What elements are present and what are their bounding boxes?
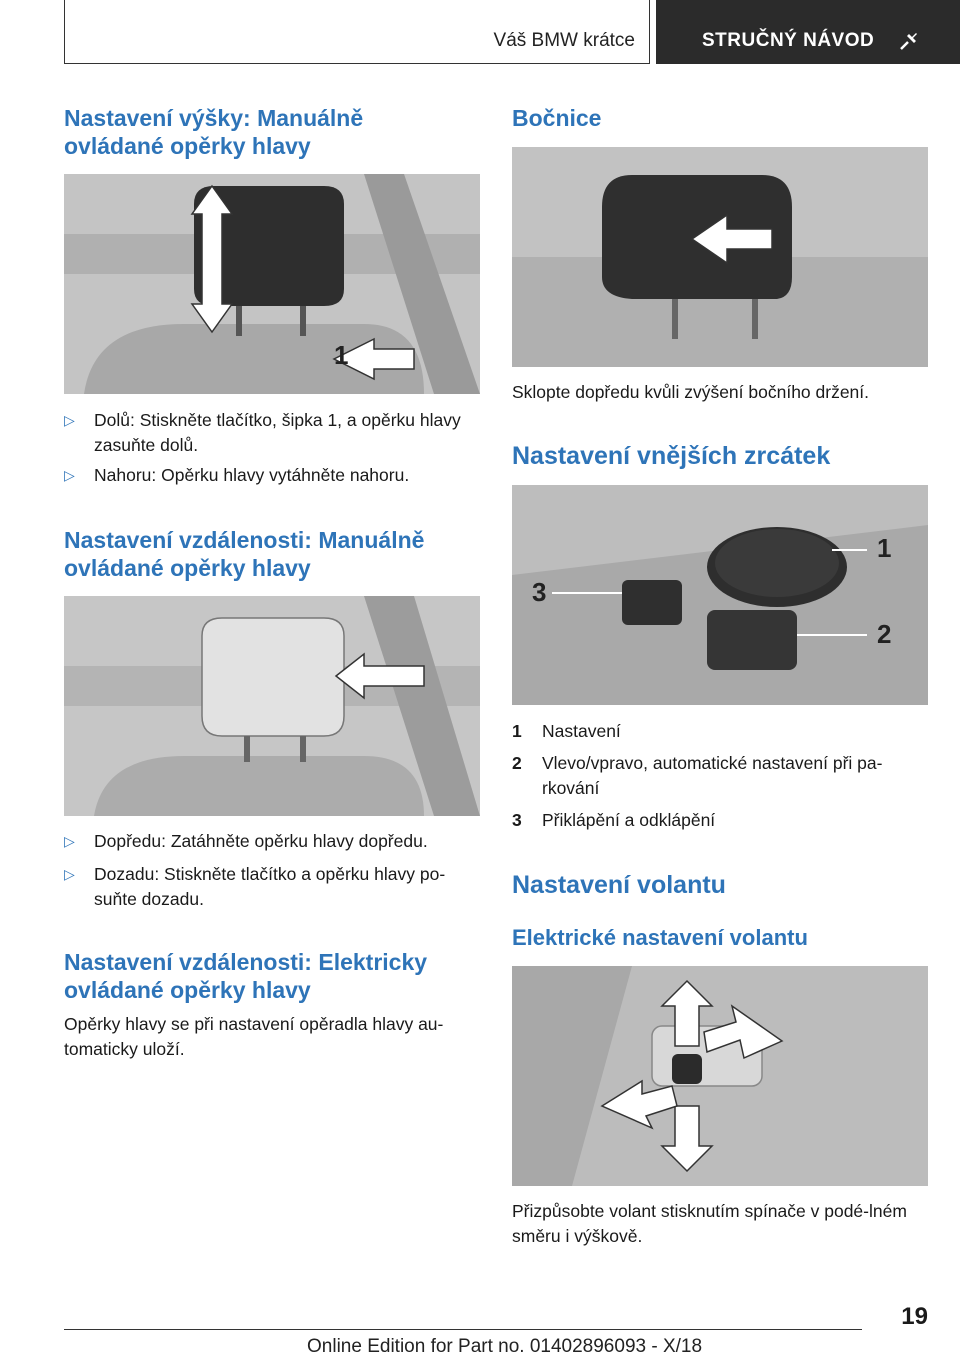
figure-headrest-distance [64,596,480,816]
figure-label-3: 3 [532,577,547,607]
figure-side-wings [512,147,928,367]
caption-volant: Přizpůsobte volant stisknutím spínače v podé-lném směru i výškově. [512,1201,907,1246]
header-section [64,0,650,64]
figure-headrest-height [64,174,480,394]
triangle-icon: ▷ [64,412,75,428]
figure-label-1: 1 [334,340,349,370]
heading-distance-manual: Nastavení vzdálenosti: Manuálně ovládané opěrky hlavy [64,527,425,581]
footer-divider [64,1329,862,1330]
figure-label-2: 2 [877,619,892,649]
heading-distance-electric: Nastavení vzdálenosti: Elektricky ovládané opěrky hlavy [64,949,428,1003]
heading-bocnice: Bočnice [512,105,602,131]
chapter-title: STRUČNÝ NÁVOD [702,30,875,51]
edition-info: Online Edition for Part no. 01402896093 - X/18 [307,1336,703,1357]
paragraph-electric: Opěrky hlavy se při nastavení opěradla hlavy au-tomaticky uloží. [64,1014,444,1059]
figure-label-1: 1 [877,533,892,563]
page-number: 19 [901,1303,928,1330]
subheading-volant: Elektrické nastavení volantu [512,925,808,950]
heading-volant: Nastavení volantu [512,871,726,899]
triangle-icon: ▷ [64,866,75,882]
header-chapter [656,0,960,64]
triangle-icon: ▷ [64,467,75,483]
figure-mirror-controls [512,485,928,705]
triangle-icon: ▷ [64,833,75,849]
pin-icon [898,28,922,52]
heading-mirrors: Nastavení vnějších zrcátek [512,442,831,470]
section-title: Váš BMW krátce [493,30,635,51]
caption-bocnice: Sklopte dopředu kvůli zvýšení bočního držení. [512,382,870,402]
figure-steering-adjust [512,966,928,1186]
heading-height-manual: Nastavení výšky: Manuálně ovládané opěrky hlavy [64,105,364,159]
